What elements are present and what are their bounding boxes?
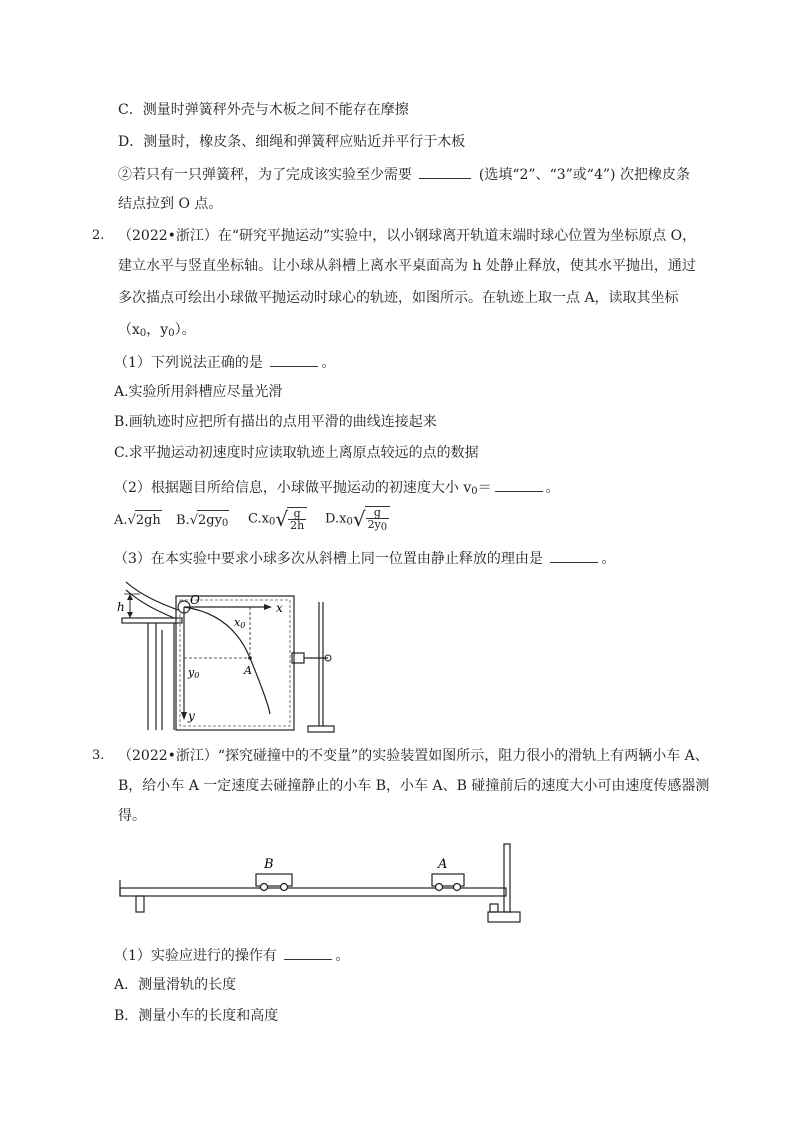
wall-base	[488, 912, 520, 922]
choice-d-sub: 0	[346, 516, 353, 528]
cart-a-wheel-right	[454, 884, 461, 891]
q1-sub2-end: 结点拉到 O 点。	[118, 196, 223, 212]
projectile-apparatus-figure	[112, 574, 338, 734]
sqrt-sign: √	[189, 513, 198, 528]
q3-option-b: B．测量小车的长度和高度	[114, 1008, 279, 1024]
question-number: 2.	[92, 228, 105, 243]
q2-option-a: A.实验所用斜槽应尽量光滑	[114, 384, 283, 400]
label-x-axis: x	[276, 601, 283, 615]
sqrt-sign: √	[352, 507, 366, 531]
q1-sub2-text-a: ②若只有一只弹簧秤，为了完成该实验至少需要	[118, 167, 412, 183]
q3-stem-line2: B，给小车 A 一定速度去碰撞静止的小车 B，小车 A、B 碰撞前后的速度大小可由速度传感器测	[118, 778, 710, 794]
question-number: 3.	[92, 748, 105, 763]
choice-d	[325, 505, 390, 537]
choice-c-label: C.x	[248, 511, 269, 527]
choice-b-label: B.	[176, 513, 190, 528]
q1-sub2-line	[118, 164, 690, 185]
q2-stem-line1: （2022•浙江）在“研究平抛运动”实验中，以小钢球离开轨道末端时球心位置为坐标原点 O，	[118, 228, 697, 244]
label-y-axis: y	[188, 709, 195, 723]
choice-d-denominator	[366, 519, 390, 533]
q1-sub2-text-b: (选填“2”、“3”或“4”) 次把橡皮条	[478, 167, 690, 183]
end-wall	[504, 844, 510, 912]
q2-part2-end: 。	[545, 480, 560, 496]
q2-part1	[114, 352, 335, 373]
choice-d-den-sub: 0	[380, 521, 388, 533]
choice-c-denominator: 2h	[290, 519, 305, 532]
label-cart-a: A	[438, 857, 448, 872]
q2-stem-line3: 多次描点可绘出小球做平抛运动时球心的轨迹，如图所示。在轨迹上取一点 A，读取其坐标	[118, 290, 679, 306]
air-track-figure	[112, 840, 526, 928]
answer-blank[interactable]	[270, 352, 318, 367]
q2-part1-text: （1）下列说法正确的是	[114, 355, 263, 371]
q2-coord-open: （x	[118, 322, 140, 338]
choice-c-numerator: g	[288, 508, 306, 520]
choice-c-fraction	[287, 507, 307, 531]
q3-part1-text: （1）实验应进行的操作有	[114, 948, 277, 964]
choice-b-radicand	[197, 510, 229, 534]
choice-d-den-text: 2y	[367, 517, 381, 531]
choice-b-rad-text: 2gy	[197, 513, 222, 528]
label-h: h	[117, 600, 125, 614]
stand-base	[308, 726, 334, 732]
choice-d-numerator: g	[366, 507, 390, 519]
q3-stem-line1: （2022•浙江）“探究碰撞中的不变量”的实验装置如图所示，阻力很小的滑轨上有两辆小车 A、	[118, 748, 709, 764]
q2-stem-line4	[118, 320, 196, 344]
answer-blank[interactable]	[419, 164, 471, 179]
q2-part3	[114, 548, 615, 569]
q3-part1	[114, 945, 349, 966]
cart-b-wheel-right	[281, 884, 288, 891]
label-cart-b: B	[264, 857, 274, 872]
sqrt-sign: √	[275, 507, 289, 531]
q2-part3-end: 。	[601, 551, 616, 567]
answer-blank[interactable]	[495, 477, 543, 492]
q3-part1-end: 。	[335, 948, 350, 964]
q3-stem-line3: 得。	[118, 808, 146, 824]
q2-part1-end: 。	[321, 355, 336, 371]
q1-option-c: C．测量时弹簧秤外壳与木板之间不能存在摩擦	[118, 102, 409, 118]
q2-coord-sub1: 0	[139, 328, 147, 339]
q2-part2-text: （2）根据题目所给信息，小球做平抛运动的初速度大小 v	[114, 480, 472, 496]
cart-b-wheel-left	[261, 884, 268, 891]
choice-a-radicand: 2gh	[135, 510, 162, 531]
q2-option-b: B.画轨迹时应把所有描出的点用平滑的曲线连接起来	[114, 414, 437, 430]
q2-part2-sub: 0	[471, 486, 478, 497]
choice-a-label: A.	[114, 513, 128, 528]
q2-part3-text: （3）在本实验中要求小球多次从斜槽上同一位置由静止释放的理由是	[114, 551, 543, 567]
choice-b	[176, 510, 229, 534]
track	[120, 888, 506, 896]
label-origin-o: O	[190, 593, 200, 607]
q3-option-a: A．测量滑轨的长度	[114, 977, 237, 993]
point-a	[248, 656, 252, 660]
support-right	[490, 904, 498, 912]
support-left	[136, 896, 144, 912]
y-axis-arrow	[181, 712, 187, 720]
q2-coord-sub2: 0	[168, 328, 175, 339]
q1-option-d: D．测量时，橡皮条、细绳和弹簧秤应贴近并平行于木板	[118, 134, 466, 150]
q2-coord-close: ）。	[174, 322, 196, 338]
choice-c-sub: 0	[268, 516, 276, 528]
choice-b-sub: 0	[221, 518, 229, 529]
label-y0: y0	[188, 666, 200, 680]
answer-blank[interactable]	[284, 945, 332, 960]
choice-a	[114, 510, 162, 531]
q2-part2-eq: ＝	[477, 480, 492, 496]
choice-d-fraction	[365, 506, 391, 533]
trajectory-curve	[184, 607, 270, 714]
choice-c	[248, 505, 307, 537]
cart-a-wheel-left	[436, 884, 443, 891]
q2-coord-mid: ，y	[146, 322, 169, 338]
label-point-a: A	[244, 664, 252, 677]
q2-option-c: C.求平抛运动初速度时应读取轨迹上离原点较远的点的数据	[114, 445, 479, 461]
sqrt-sign: √	[127, 513, 136, 528]
h-arrow-bottom	[127, 612, 133, 618]
x-axis-arrow	[264, 604, 272, 610]
choice-d-label: D.x	[325, 511, 347, 527]
answer-blank[interactable]	[550, 548, 598, 563]
label-x0: x0	[234, 616, 246, 630]
table-top	[122, 618, 182, 623]
q2-stem-line2: 建立水平与竖直坐标轴。让小球从斜槽上离水平桌面高为 h 处静止释放，使其水平抛出，通过	[118, 258, 696, 274]
q2-part2	[114, 477, 560, 502]
